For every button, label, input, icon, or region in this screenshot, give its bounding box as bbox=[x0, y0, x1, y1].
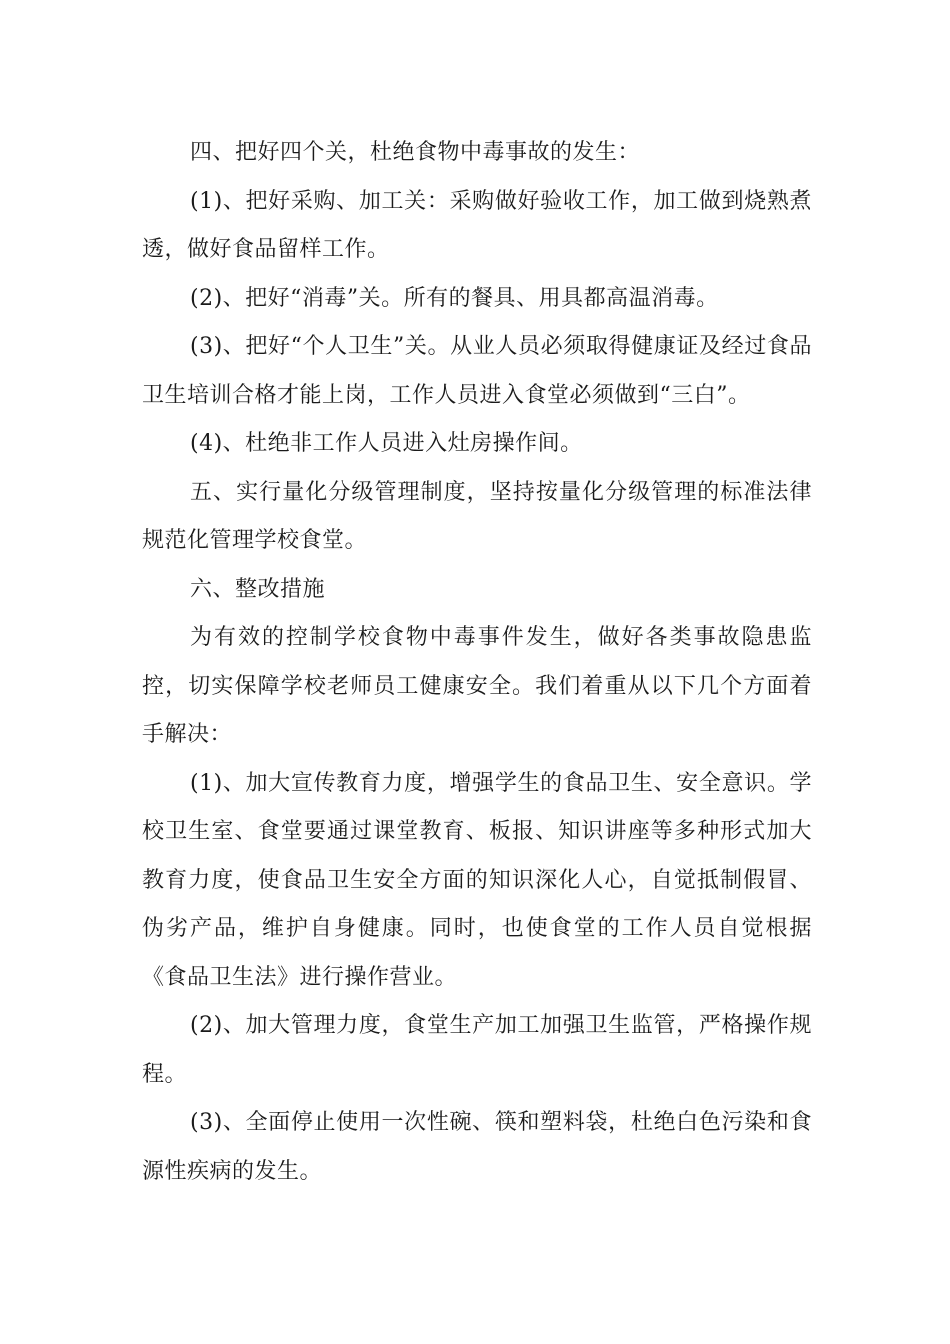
paragraph-section-six-intro: 为有效的控制学校食物中毒事件发生，做好各类事故隐患监控，切实保障学校老师员工健康安全。我们着重从以下几个方面着手解决： bbox=[142, 625, 812, 747]
paragraph-item-1-procurement: (1)、把好采购、加工关：采购做好验收工作，加工做到烧熟煮透，做好食品留样工作。 bbox=[142, 188, 812, 262]
paragraph-item-3-personal-hygiene: (3)、把好“个人卫生”关。从业人员必须取得健康证及经过食品卫生培训合格才能上岗，工作人员进入食堂必须做到“三白”。 bbox=[142, 334, 812, 408]
paragraph-section-six-heading: 六、整改措施 bbox=[190, 576, 326, 602]
paragraph-section-five: 五、实行量化分级管理制度，坚持按量化分级管理的标准法律规范化管理学校食堂。 bbox=[142, 479, 812, 553]
document-body bbox=[142, 129, 812, 1196]
paragraph-item-2-disinfection: (2)、把好“消毒”关。所有的餐具、用具都高温消毒。 bbox=[190, 285, 719, 311]
paragraph-item-4-access: (4)、杜绝非工作人员进入灶房操作间。 bbox=[190, 431, 583, 456]
paragraph-section-four: 四、把好四个关，杜绝食物中毒事故的发生： bbox=[190, 140, 641, 165]
paragraph-measure-1-education: (1)、加大宣传教育力度，增强学生的食品卫生、安全意识。学校卫生室、食堂要通过课堂教育、板报、知识讲座等多种形式加大教育力度，使食品卫生安全方面的知识深化人心，自觉抵制假冒、伪劣产品，维护自身健康。同时，也使食堂的工作人员自觉根据《食品卫生法》进行操作营业。 bbox=[142, 770, 812, 990]
paragraph-measure-2-management: (2)、加大管理力度，食堂生产加工加强卫生监管，严格操作规程。 bbox=[142, 1013, 812, 1087]
paragraph-measure-3-disposables: (3)、全面停止使用一次性碗、筷和塑料袋，杜绝白色污染和食源性疾病的发生。 bbox=[142, 1110, 812, 1184]
